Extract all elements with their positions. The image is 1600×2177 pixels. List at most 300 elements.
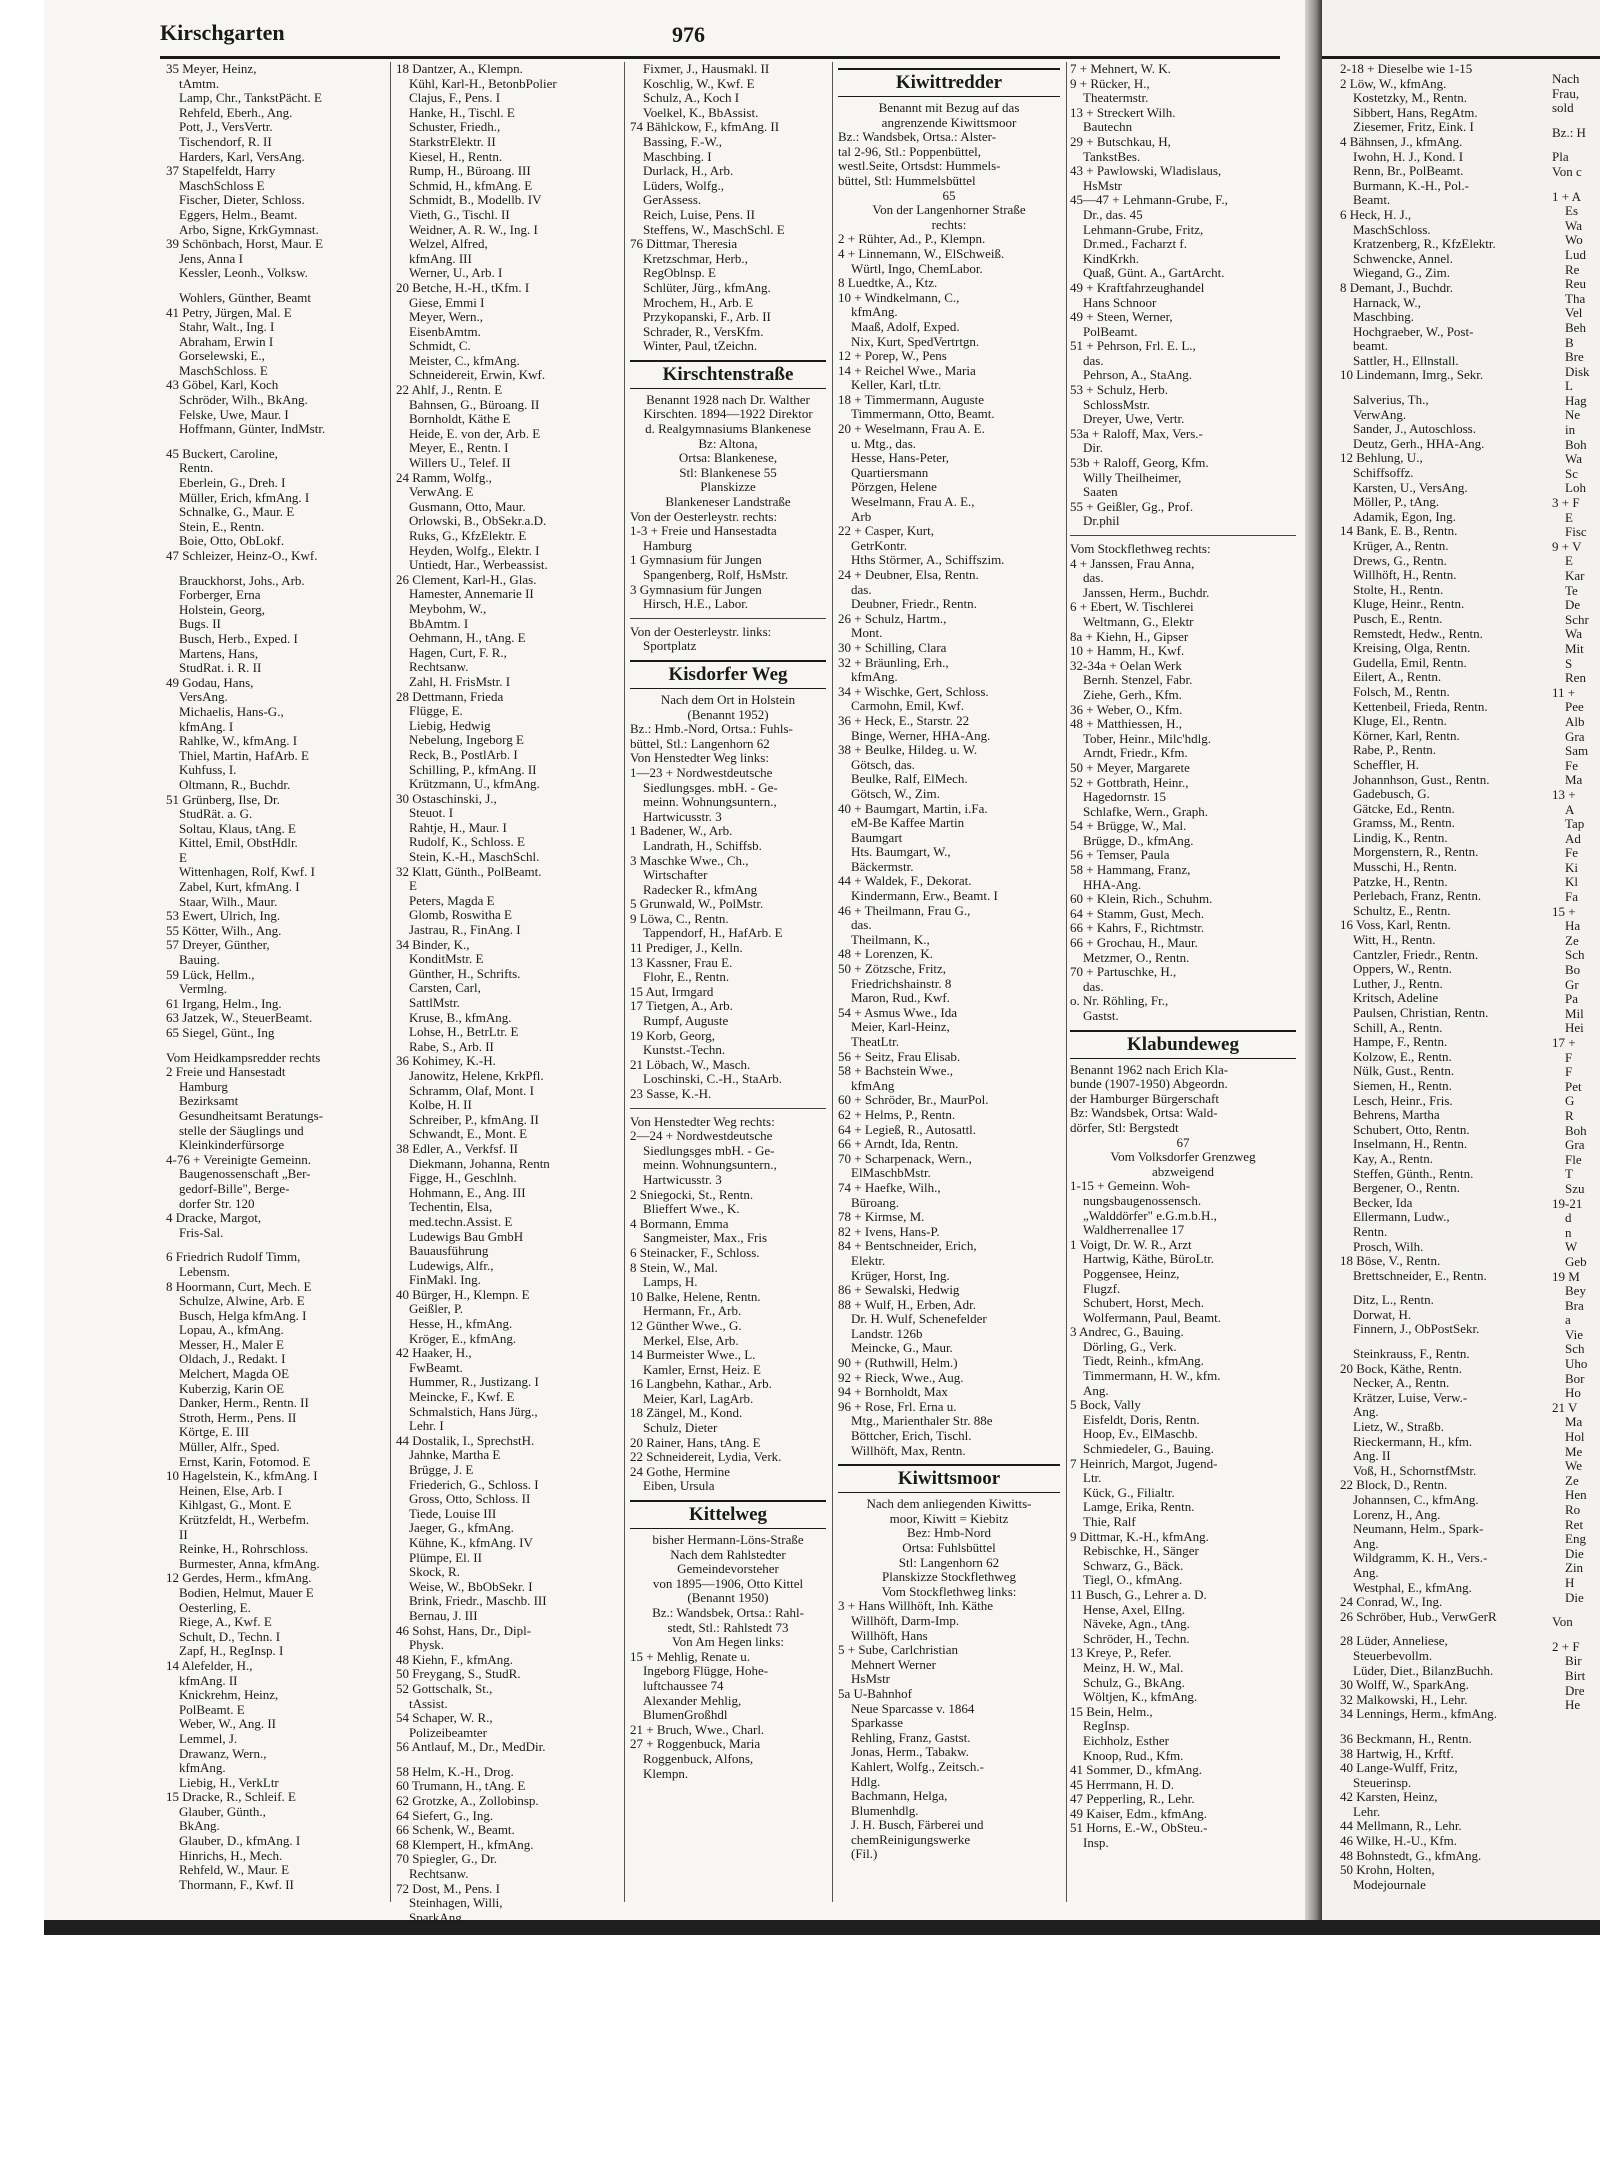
directory-entry: 48 + Matthiessen, H., [1070, 717, 1183, 732]
directory-entry: Gr [1552, 977, 1579, 992]
directory-entry: Rahlke, W., kfmAng. I [166, 734, 298, 749]
directory-entry: Stahr, Walt., Ing. I [166, 320, 275, 335]
directory-entry: Körner, Karl, Rentn. [1340, 728, 1460, 743]
directory-entry: 72 Dost, M., Pens. I [396, 1881, 501, 1896]
directory-entry: Poggensee, Heinz, [1070, 1266, 1180, 1281]
directory-entry: Riege, A., Kwf. E [166, 1615, 272, 1630]
directory-entry: Brettschneider, E., Rentn. [1340, 1268, 1487, 1283]
directory-entry: 36 Kohimey, K.-H. [396, 1054, 496, 1069]
directory-entry: 94 + Bornholdt, Max [838, 1385, 948, 1400]
directory-entry: Zapf, H., RegInsp. I [166, 1644, 284, 1659]
directory-entry: Von Henstedter Weg rechts: [630, 1114, 775, 1129]
directory-entry: Rabe, P., Rentn. [1340, 743, 1437, 758]
directory-entry: Schlüter, Jürg., kfmAng. [630, 280, 771, 295]
directory-entry: Melchert, Magda OE [166, 1367, 290, 1382]
directory-entry: kfmAng. [838, 670, 898, 685]
directory-entry: MaschSchloss. E [166, 363, 268, 378]
directory-entry: Vie [1552, 1327, 1583, 1342]
directory-entry: Fe [1552, 846, 1578, 861]
directory-entry: 55 Kötter, Wilh., Ang. [166, 923, 282, 938]
directory-entry: 43 Göbel, Karl, Koch [166, 378, 279, 393]
directory-entry: 15 Bein, Helm., [1070, 1704, 1153, 1719]
directory-entry: Glauber, Günth., [166, 1804, 266, 1819]
directory-entry: 4 + Linnemann, W., ElSchweiß. [838, 246, 1005, 261]
directory-entry: 9 + V [1552, 539, 1582, 554]
directory-entry: Oehmann, H., tAng. E [396, 631, 526, 646]
directory-entry: Krätzer, Luise, Verw.- [1340, 1390, 1468, 1405]
directory-entry: Von [1552, 1615, 1573, 1630]
directory-entry: 50 Freygang, S., StudR. [396, 1667, 521, 1682]
directory-entry: He [1552, 1698, 1581, 1713]
street-note: Nach dem Rahlstedter [670, 1547, 786, 1562]
directory-entry: 3 Maschke Wwe., Ch., [630, 853, 749, 868]
directory-entry: A [1552, 802, 1575, 817]
directory-entry: Hoop, Ev., ElMaschb. [1070, 1427, 1198, 1442]
spacer [166, 1240, 384, 1250]
street-note: moor, Kiwitt = Kiebitz [889, 1511, 1009, 1526]
directory-entry: Lehmann-Grube, Fritz, [1070, 222, 1204, 237]
directory-entry: das. [1070, 353, 1104, 368]
directory-entry: Fle [1552, 1152, 1582, 1167]
directory-entry: Hen [1552, 1488, 1587, 1503]
directory-entry: Hense, Axel, ElIng. [1070, 1602, 1186, 1617]
directory-entry: 58 + Bachstein Wwe., [838, 1064, 954, 1079]
directory-entry: Knickrehm, Heinz, [166, 1688, 279, 1703]
directory-entry: Deubner, Friedr., Rentn. [838, 597, 977, 612]
directory-entry: Ang. [1340, 1536, 1379, 1551]
directory-entry: Busch, Herb., Exped. I [166, 631, 298, 646]
street-heading: Kirschtenstraße [630, 360, 826, 389]
street-note: Gemeindevorsteher [677, 1562, 779, 1577]
directory-entry: HHA-Ang. [1070, 877, 1142, 892]
directory-entry: Würtl, Ingo, ChemLabor. [838, 261, 983, 276]
directory-entry: 2—24 + Nordwestdeutsche [630, 1129, 773, 1144]
directory-entry: 49 + Kraftfahrzeughandel [1070, 280, 1205, 295]
directory-entry: Kröger, E., kfmAng. [396, 1331, 517, 1346]
directory-entry: Hinrichs, H., Mech. [166, 1848, 283, 1863]
directory-entry: Reinke, H., Rohrschloss. [166, 1542, 309, 1557]
directory-entry: Meincke, G., Maur. [838, 1341, 953, 1356]
directory-entry: Schmidt, C. [396, 339, 471, 354]
directory-entry: Kolbe, H. II [396, 1098, 472, 1113]
spacer [1340, 1624, 1540, 1634]
directory-entry: HsMstr [838, 1672, 891, 1687]
directory-entry: 88 + Wulf, H., Erben, Adr. [838, 1297, 976, 1312]
directory-entry: Kamler, Ernst, Heiz. E [630, 1362, 761, 1377]
directory-entry: 48 Bohnstedt, G., kfmAng. [1340, 1848, 1482, 1863]
directory-entry: Gramss, M., Rentn. [1340, 816, 1455, 831]
directory-entry: Boh [1552, 437, 1587, 452]
directory-entry: Zin [1552, 1561, 1584, 1576]
directory-entry: Hartwicusstr. 3 [630, 1172, 722, 1187]
directory-entry: Maaß, Adolf, Exped. [838, 319, 960, 334]
directory-entry: E [1552, 554, 1573, 569]
directory-entry: Sch [1552, 948, 1585, 963]
directory-entry: Götsch, das. [838, 757, 915, 772]
column-divider [624, 62, 625, 1902]
directory-entry: Kolzow, E., Rentn. [1340, 1049, 1452, 1064]
street-note: 67 [1176, 1135, 1190, 1150]
directory-entry: Geißler, P. [396, 1302, 463, 1317]
directory-entry: Lindig, K., Rentn. [1340, 830, 1448, 845]
directory-entry: Dir. [1070, 441, 1103, 456]
directory-entry: Harnack, W., [1340, 295, 1421, 310]
directory-entry: 86 + Sewalski, Hedwig [838, 1283, 960, 1298]
directory-entry: Heinen, Else, Arb. I [166, 1483, 283, 1498]
directory-entry: BkAng. [166, 1819, 220, 1834]
directory-entry: 12 Behlung, U., [1340, 451, 1423, 466]
spacer [1552, 180, 1600, 190]
directory-entry: De [1552, 598, 1581, 613]
directory-entry: Modejournale [1340, 1877, 1426, 1892]
directory-entry: Voß, H., SchornstfMstr. [1340, 1463, 1477, 1478]
directory-entry: Bergener, O., Rentn. [1340, 1181, 1460, 1196]
street-note: d. Realgymnasiums Blankenese [645, 422, 811, 437]
directory-entry: Lüders, Wolfg., [630, 178, 725, 193]
directory-entry: Flügge, E. [396, 704, 463, 719]
directory-entry: GetrKontr. [838, 538, 907, 553]
directory-entry: Maschbing. I [630, 149, 712, 164]
directory-entry: H [1552, 1575, 1575, 1590]
directory-entry: Ingeborg Flügge, Hohe- [630, 1664, 769, 1679]
street-note: Ortsa: Fuhlsbüttel [902, 1541, 996, 1555]
directory-entry: 11 Busch, G., Lehrer a. D. [1070, 1587, 1207, 1602]
directory-entry: 54 + Asmus Wwe., Ida [838, 1005, 958, 1020]
directory-entry: Dr.med., Facharzt f. [1070, 237, 1187, 252]
directory-entry: 82 + Ivens, Hans-P. [838, 1224, 940, 1239]
directory-entry: Schulz, A., Koch I [630, 91, 740, 106]
directory-entry: in [1552, 423, 1576, 438]
directory-entry: Flohr, E., Rentn. [630, 970, 730, 985]
directory-entry: Götsch, W., Zim. [838, 786, 940, 801]
directory-entry: Oltmann, R., Buchdr. [166, 777, 291, 792]
directory-entry: 57 Dreyer, Günther, [166, 938, 270, 953]
directory-entry: Oppers, W., Rentn. [1340, 962, 1452, 977]
directory-entry: Bassing, F.-W., [630, 134, 723, 149]
directory-entry: VerwAng. E [396, 485, 474, 500]
directory-entry: Steuot. I [396, 806, 454, 821]
directory-entry: Kluge, El., Rentn. [1340, 714, 1447, 729]
directory-entry: Gra [1552, 1138, 1585, 1153]
directory-entry: Meincke, F., Kwf. E [396, 1390, 515, 1405]
directory-entry: Krützfeldt, H., Werbefm. [166, 1513, 310, 1527]
street-heading: Kiwittsmoor [838, 1464, 1060, 1493]
directory-entry: 66 + Kahrs, F., Richtmstr. [1070, 921, 1205, 936]
directory-entry: Ziehe, Gerh., Kfm. [1070, 687, 1182, 702]
directory-entry: 40 + Baumgart, Martin, i.Fa. [838, 801, 988, 816]
directory-entry: 14 + Reichel Wwe., Maria [838, 363, 976, 378]
directory-entry: PolBeamt. E [166, 1702, 245, 1717]
directory-entry: 4 Bormann, Emma [630, 1216, 729, 1231]
street-note: Stl: Blankenese 55 [679, 465, 777, 480]
directory-entry: Krüger, Horst, Ing. [838, 1268, 950, 1283]
directory-entry: luftchaussee 74 [630, 1678, 724, 1693]
directory-entry: Kluge, Heinr., Rentn. [1340, 597, 1465, 612]
directory-entry: nungsbaugenossensch. [1070, 1193, 1202, 1208]
directory-entry: Hans Schnoor [1070, 295, 1157, 310]
directory-entry: Mrochem, H., Arb. E [630, 295, 754, 310]
directory-entry: 22 Schneidereit, Lydia, Verk. [630, 1450, 782, 1465]
directory-entry: (Fil.) [838, 1847, 878, 1862]
directory-entry: 5 + Sube, Carlchristian [838, 1643, 958, 1658]
directory-entry: Hoffmann, Günter, IndMstr. [166, 422, 326, 437]
directory-entry: Wittenhagen, Rolf, Kwf. I [166, 865, 315, 880]
directory-entry: Ziesemer, Fritz, Eink. I [1340, 120, 1474, 135]
directory-entry: Bz.: Wandsbek, Ortsa.: Alster- [838, 130, 997, 145]
directory-entry: Blumenhdlg. [838, 1803, 919, 1818]
directory-entry: Fisc [1552, 525, 1587, 540]
directory-entry: Elektr. [838, 1253, 886, 1268]
directory-entry: E [396, 879, 417, 894]
directory-entry: 13 Kassner, Frau E. [630, 955, 733, 970]
directory-entry: Rumpf, Auguste [630, 1014, 729, 1029]
street-note: stedt, Stl.: Rahlstedt 73 [667, 1620, 789, 1635]
directory-entry: 16 Langbehn, Kathar., Arb. [630, 1377, 772, 1392]
directory-entry: 55 + Geißler, Gg., Prof. [1070, 499, 1194, 514]
directory-entry: 46 + Theilmann, Frau G., [838, 903, 971, 918]
directory-entry: Es [1552, 204, 1578, 219]
directory-entry: Thormann, F., Kwf. II [166, 1877, 294, 1892]
directory-entry: Witt, H., Rentn. [1340, 933, 1436, 948]
directory-entry: 21 V [1552, 1400, 1578, 1415]
directory-entry: 64 + Stamm, Gust, Mech. [1070, 906, 1205, 921]
directory-entry: das. [1070, 979, 1104, 994]
page-number: 976 [672, 22, 705, 47]
street-heading: Kisdorfer Weg [630, 660, 826, 689]
directory-entry: Arb [838, 509, 872, 524]
directory-entry: Drews, G., Rentn. [1340, 553, 1447, 568]
directory-entry: Vom Heidkampsredder rechts [166, 1050, 321, 1065]
directory-entry: 19-21 [1552, 1196, 1583, 1211]
street-note: Planskizze Stockflethweg [882, 1570, 1016, 1585]
directory-entry: Hts. Baumgart, W., [838, 845, 951, 860]
directory-entry: Möller, P., tAng. [1340, 495, 1440, 510]
directory-entry: Klempn. [630, 1766, 689, 1781]
directory-entry: 34 Lennings, Herm., kfmAng. [1340, 1707, 1498, 1722]
directory-entry: Cantzler, Friedr., Rentn. [1340, 947, 1479, 962]
directory-entry: Schmid, H., kfmAng. E [396, 178, 533, 193]
directory-entry: 43 + Pawlowski, Wladislaus, [1070, 164, 1222, 179]
directory-entry: 15 Dracke, R., Schleif. E [166, 1790, 296, 1805]
directory-entry: KindKrkh. [1070, 251, 1139, 266]
directory-entry: Heyden, Wolfg., Elektr. I [396, 543, 540, 558]
directory-entry: 9 + Rücker, H., [1070, 76, 1150, 91]
directory-entry: 36 + Heck, E., Starstr. 22 [838, 713, 970, 728]
directory-entry: 51 Horns, E.-W., ObSteu.- [1070, 1821, 1208, 1836]
page-header-street: Kirschgarten [160, 20, 285, 45]
directory-entry: 17 Tietgen, A., Arb. [630, 999, 733, 1014]
directory-entry: Eiben, Ursula [630, 1479, 715, 1494]
directory-entry: Pott, J., VersVertr. [166, 120, 273, 135]
directory-entry: 68 Klempert, H., kfmAng. [396, 1837, 534, 1852]
directory-entry: Fixmer, J., Hausmakl. II [630, 62, 770, 76]
directory-entry: SchlossMstr. [1070, 397, 1150, 412]
directory-entry: 52 Gottschalk, St., [396, 1681, 493, 1696]
directory-entry: T [1552, 1167, 1573, 1182]
directory-entry: Skock, R. [396, 1565, 460, 1580]
directory-entry: 63 Jatzek, W., SteuerBeamt. [166, 1011, 313, 1026]
directory-entry: 41 Sommer, D., kfmAng. [1070, 1763, 1202, 1778]
directory-entry: Prosch, Wilh. [1340, 1239, 1424, 1254]
directory-entry: 2 + Rühter, Ad., P., Klempn. [838, 232, 986, 247]
directory-entry: Bauausführung [396, 1244, 489, 1259]
directory-entry: 50 + Zötzsche, Fritz, [838, 962, 947, 977]
directory-entry: Alexander Mehlig, [630, 1693, 742, 1708]
directory-entry: TankstBes. [1070, 149, 1141, 164]
directory-entry: 9 Löwa, C., Rentn. [630, 911, 729, 926]
directory-entry: u. Mtg., das. [838, 436, 916, 451]
directory-entry: Gross, Otto, Schloss. II [396, 1492, 531, 1507]
directory-entry: Weselmann, Frau A. E., [838, 495, 975, 510]
directory-entry: Hirsch, H.E., Labor. [630, 597, 749, 612]
directory-entry: 8 Demant, J., Buchdr. [1340, 280, 1454, 295]
street-note: Vom Stockflethweg links: [881, 1584, 1017, 1599]
directory-entry: 56 + Seitz, Frau Elisab. [838, 1049, 961, 1064]
directory-entry: 8a + Kiehn, H., Gipser [1070, 629, 1189, 644]
directory-entry: 20 Betche, H.-H., tKfm. I [396, 280, 530, 295]
directory-entry: Forberger, Erna [166, 588, 261, 603]
directory-entry: Knoop, Rud., Kfm. [1070, 1748, 1184, 1763]
directory-entry: 47 Pepperling, R., Lehr. [1070, 1792, 1195, 1807]
directory-entry: Weber, W., Ang. II [166, 1717, 276, 1732]
directory-entry: Inselmann, H., Rentn. [1340, 1137, 1468, 1152]
directory-entry: HsMstr [1070, 178, 1123, 193]
directory-entry: 41 Petry, Jürgen, Mal. E [166, 305, 292, 320]
directory-entry: Rentn. [166, 461, 214, 476]
directory-entry: MaschSchloss. [1340, 222, 1431, 237]
directory-entry: Quaß, Günt. A., GartArcht. [1070, 266, 1225, 281]
directory-entry: Ha [1552, 919, 1581, 934]
directory-entry: Hamester, Annemarie II [396, 587, 534, 602]
directory-entry: Lopau, A., kfmAng. [166, 1323, 284, 1338]
directory-entry: Reck, B., PostlArb. I [396, 747, 518, 762]
directory-entry: Bir [1552, 1654, 1582, 1669]
directory-entry: 56 + Temser, Paula [1070, 848, 1170, 863]
directory-entry: Schill, A., Rentn. [1340, 1020, 1443, 1035]
directory-entry: Sc [1552, 466, 1578, 481]
directory-entry: BbAmtm. I [396, 616, 469, 631]
spacer [166, 437, 384, 447]
directory-entry: EisenbAmtm. [396, 324, 481, 339]
directory-entry: ElMaschbMstr. [838, 1166, 931, 1181]
directory-entry: 5 Bock, Vally [1070, 1398, 1141, 1413]
directory-entry: 4-76 + Vereinigte Gemeinn. [166, 1152, 311, 1167]
directory-entry: Hamburg [630, 538, 692, 553]
directory-entry: Thie, Ralf [1070, 1515, 1136, 1529]
directory-entry: Kostetzky, M., Rentn. [1340, 91, 1467, 106]
directory-entry: 2 + F [1552, 1639, 1580, 1654]
directory-entry: 38 Hartwig, H., Krftf. [1340, 1746, 1454, 1761]
directory-entry: Dreyer, Uwe, Vertr. [1070, 412, 1185, 427]
directory-entry: Pusch, E., Rentn. [1340, 611, 1443, 626]
directory-entry: 53 + Schulz, Herb. [1070, 383, 1168, 398]
directory-entry: Glomb, Roswitha E [396, 908, 512, 923]
directory-column-4 [838, 62, 1060, 1862]
directory-entry: Rabe, S., Arb. II [396, 1039, 494, 1054]
directory-entry: der Hamburger Bürgerschaft [1070, 1091, 1219, 1106]
directory-entry: Nülk, Gust., Rentn. [1340, 1064, 1455, 1079]
directory-entry: SattlMstr. [396, 996, 460, 1010]
directory-entry: Bornholdt, Käthe E [396, 412, 511, 427]
directory-entry: Büroang. [838, 1195, 900, 1210]
directory-entry: Hartwig, Käthe, BüroLtr. [1070, 1252, 1215, 1267]
directory-entry: Pee [1552, 700, 1584, 715]
directory-entry: 3 + Hans Willhöft, Inh. Käthe [838, 1599, 993, 1614]
directory-entry: Re [1552, 262, 1580, 277]
directory-entry: 15 + Mehlig, Renate u. [630, 1649, 750, 1664]
directory-entry: Steuerbevollm. [1340, 1648, 1433, 1663]
directory-entry: Wa [1552, 218, 1582, 233]
directory-entry: Rebischke, H., Sänger [1070, 1544, 1199, 1559]
directory-entry: Hartwicusstr. 3 [630, 809, 722, 824]
directory-entry: Bz.: Hmb.-Nord, Ortsa.: Fuhls- [630, 722, 793, 737]
directory-entry: 1 Gymnasium für Jungen [630, 553, 762, 568]
directory-entry: Hohmann, E., Ang. III [396, 1185, 526, 1200]
directory-entry: Fe [1552, 758, 1578, 773]
directory-entry: kfmAng. II [166, 1673, 238, 1688]
directory-entry: StarkstrElektr. II [396, 134, 496, 149]
directory-entry: Baumgart [838, 830, 903, 845]
directory-entry: Schwarz, G., Bäck. [1070, 1558, 1184, 1573]
directory-entry: 7 Heinrich, Margot, Jugend- [1070, 1456, 1218, 1471]
directory-entry: Benannt 1962 nach Erich Kla- [1070, 1062, 1229, 1077]
directory-entry: Ma [1552, 1415, 1583, 1430]
directory-entry: Von der Oesterleystr. links: [630, 624, 772, 639]
directory-entry: Hagen, Curt, F. R., [396, 645, 507, 660]
directory-entry: Bz: Wandsbek, Ortsa: Wald- [1070, 1106, 1218, 1121]
column-divider [390, 62, 391, 1902]
directory-entry: beamt. [1340, 339, 1389, 354]
directory-entry: Keller, Karl, tLtr. [838, 378, 942, 393]
directory-entry: Kratzenberg, R., KfzElektr. [1340, 237, 1496, 252]
directory-entry: kfmAng. [838, 305, 898, 320]
spacer [1552, 1605, 1600, 1615]
directory-entry: Meyer, Wern., [396, 310, 484, 325]
directory-entry: 14 Alefelder, H., [166, 1658, 253, 1673]
directory-entry: Glauber, D., kfmAng. I [166, 1834, 301, 1849]
directory-entry: BlumenGroßhdl [630, 1708, 728, 1723]
directory-entry: Winter, Paul, tZeichn. [630, 339, 758, 354]
directory-entry: Insp. [1070, 1836, 1109, 1851]
directory-entry: 48 Kiehn, F., kfmAng. [396, 1652, 514, 1667]
directory-entry: Birt [1552, 1668, 1586, 1683]
directory-entry: 4 + Janssen, Frau Anna, [1070, 556, 1195, 571]
directory-entry: Kindermann, Erw., Beamt. I [838, 889, 998, 904]
directory-entry: Bezirksamt [166, 1094, 239, 1109]
street-note: rechts: [931, 217, 967, 232]
directory-entry: 40 Lange-Wulff, Fritz, [1340, 1761, 1458, 1776]
directory-entry: 32 Malkowski, H., Lehr. [1340, 1692, 1468, 1707]
street-note: abzweigend [1151, 1164, 1215, 1179]
directory-entry: Jastrau, R., FinAng. I [396, 923, 521, 938]
directory-entry: Nix, Kurt, SpedVertrtgn. [838, 334, 980, 349]
directory-entry: 12 Gerdes, Herm., kfmAng. [166, 1571, 312, 1586]
directory-entry: 10 + Windkelmann, C., [838, 290, 960, 305]
directory-column-1 [166, 62, 384, 1892]
street-note: Vom Volksdorfer Grenzweg [1110, 1150, 1256, 1165]
directory-entry: Wa [1552, 452, 1582, 467]
directory-entry: 40 Bürger, H., Klempn. E [396, 1287, 530, 1302]
directory-entry: 45—47 + Lehmann-Grube, F., [1070, 193, 1228, 208]
directory-entry: 44 Mellmann, R., Lehr. [1340, 1819, 1462, 1834]
directory-entry: 32 + Bräunling, Erh., [838, 655, 949, 670]
directory-entry: Nebelung, Ingeborg E [396, 733, 524, 748]
directory-entry: 21 + Bruch, Wwe., Charl. [630, 1722, 765, 1737]
street-note: Bz: Altona, [698, 436, 758, 451]
directory-entry: Ditz, L., Rentn. [1340, 1293, 1434, 1308]
directory-entry: Karsten, U., VersAng. [1340, 480, 1468, 495]
street-note: Kirschten. 1894—1922 Direktor [643, 407, 813, 422]
